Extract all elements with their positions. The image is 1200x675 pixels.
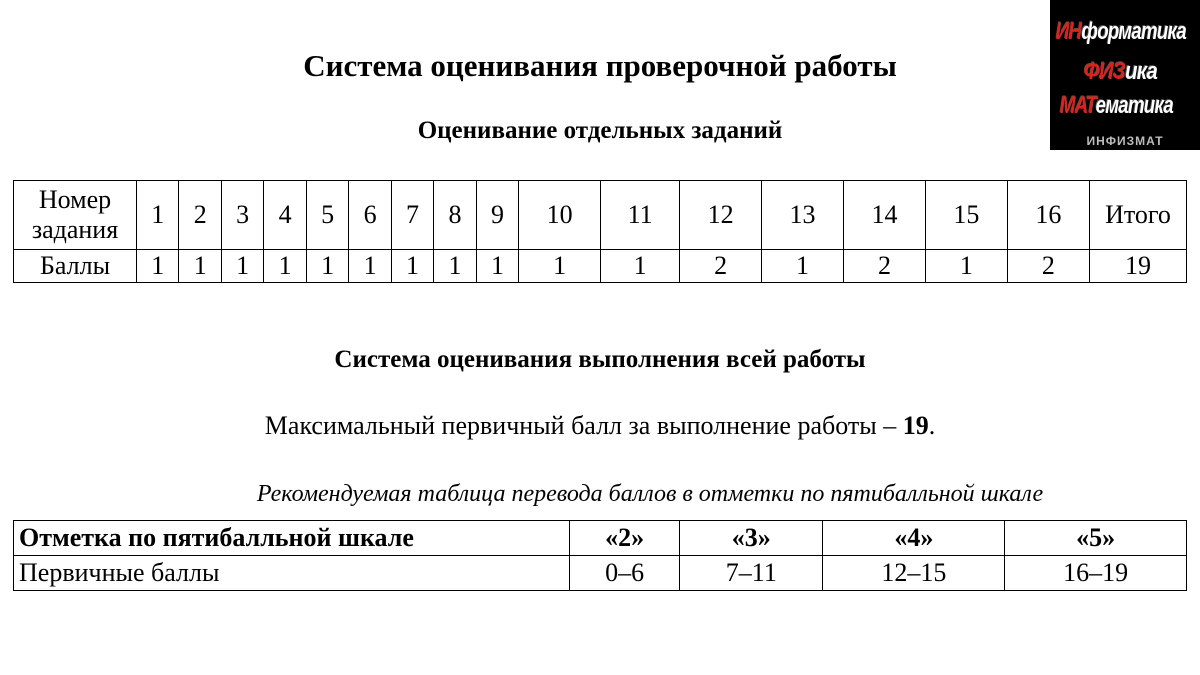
task-number-cell: 15 <box>925 181 1007 250</box>
max-score-line <box>0 408 1200 444</box>
infizmat-logo <box>1050 0 1200 150</box>
scores-header: Баллы <box>14 250 137 283</box>
logo-line-informatika: ИНформатика <box>1056 18 1187 45</box>
tasks-score-table <box>13 180 1187 283</box>
score-range-cell: 12–15 <box>823 556 1005 591</box>
grade-cell: «2» <box>570 521 680 556</box>
score-range-cell: 7–11 <box>680 556 823 591</box>
task-score-cell: 1 <box>221 250 263 283</box>
grade-cell: «3» <box>680 521 823 556</box>
grade-conversion-table <box>13 520 1187 591</box>
section-title-tasks: Оценивание отдельных заданий <box>417 117 783 144</box>
table-row-scores <box>14 250 1187 283</box>
task-number-cell: 11 <box>601 181 680 250</box>
task-score-cell: 1 <box>306 250 348 283</box>
table-row-task-numbers <box>14 181 1187 250</box>
task-number-cell: 16 <box>1007 181 1089 250</box>
total-header: Итого <box>1090 181 1187 250</box>
task-number-cell: 14 <box>844 181 926 250</box>
grade-cell: «4» <box>823 521 1005 556</box>
task-score-cell: 2 <box>844 250 926 283</box>
task-score-cell: 1 <box>925 250 1007 283</box>
task-score-cell: 1 <box>391 250 433 283</box>
grade-header: Отметка по пятибалльной шкале <box>14 521 570 556</box>
table-row-primary-scores <box>14 556 1187 591</box>
grade-table-caption: Рекомендуемая таблица перевода баллов в отметки по пятибалльной шкале <box>256 481 1044 507</box>
task-score-cell: 1 <box>179 250 221 283</box>
task-number-cell: 7 <box>391 181 433 250</box>
task-score-cell: 2 <box>680 250 762 283</box>
task-number-cell: 12 <box>680 181 762 250</box>
task-score-cell: 1 <box>601 250 680 283</box>
task-number-header: Номер задания <box>14 181 137 250</box>
grade-cell: «5» <box>1005 521 1187 556</box>
task-score-cell: 1 <box>519 250 601 283</box>
max-score-value: 19 <box>902 411 929 440</box>
task-score-cell: 1 <box>476 250 518 283</box>
score-range-cell: 16–19 <box>1005 556 1187 591</box>
primary-scores-header: Первичные баллы <box>14 556 570 591</box>
task-number-cell: 8 <box>434 181 476 250</box>
task-number-cell: 4 <box>264 181 306 250</box>
task-score-cell: 1 <box>137 250 179 283</box>
task-number-cell: 10 <box>519 181 601 250</box>
task-number-cell: 9 <box>476 181 518 250</box>
total-value: 19 <box>1090 250 1187 283</box>
task-number-cell: 1 <box>137 181 179 250</box>
task-score-cell: 1 <box>762 250 844 283</box>
page-title: Система оценивания проверочной работы <box>303 48 897 83</box>
table-row-grades <box>14 521 1187 556</box>
task-score-cell: 2 <box>1007 250 1089 283</box>
section-title-whole-work: Система оценивания выполнения всей работы <box>334 346 866 373</box>
task-score-cell: 1 <box>264 250 306 283</box>
task-number-cell: 5 <box>306 181 348 250</box>
max-score-text: Максимальный первичный балл за выполнение работы – <box>264 411 903 440</box>
task-score-cell: 1 <box>349 250 391 283</box>
score-range-cell: 0–6 <box>570 556 680 591</box>
max-score-suffix: . <box>928 411 936 440</box>
task-number-cell: 3 <box>221 181 263 250</box>
task-number-cell: 6 <box>349 181 391 250</box>
logo-caption: ИНФИЗМАТ <box>1086 134 1164 148</box>
task-score-cell: 1 <box>434 250 476 283</box>
task-number-cell: 2 <box>179 181 221 250</box>
logo-line-fizika: ФИЗика <box>1084 58 1158 85</box>
logo-line-matematika: МАТематика <box>1060 92 1174 119</box>
task-number-cell: 13 <box>762 181 844 250</box>
